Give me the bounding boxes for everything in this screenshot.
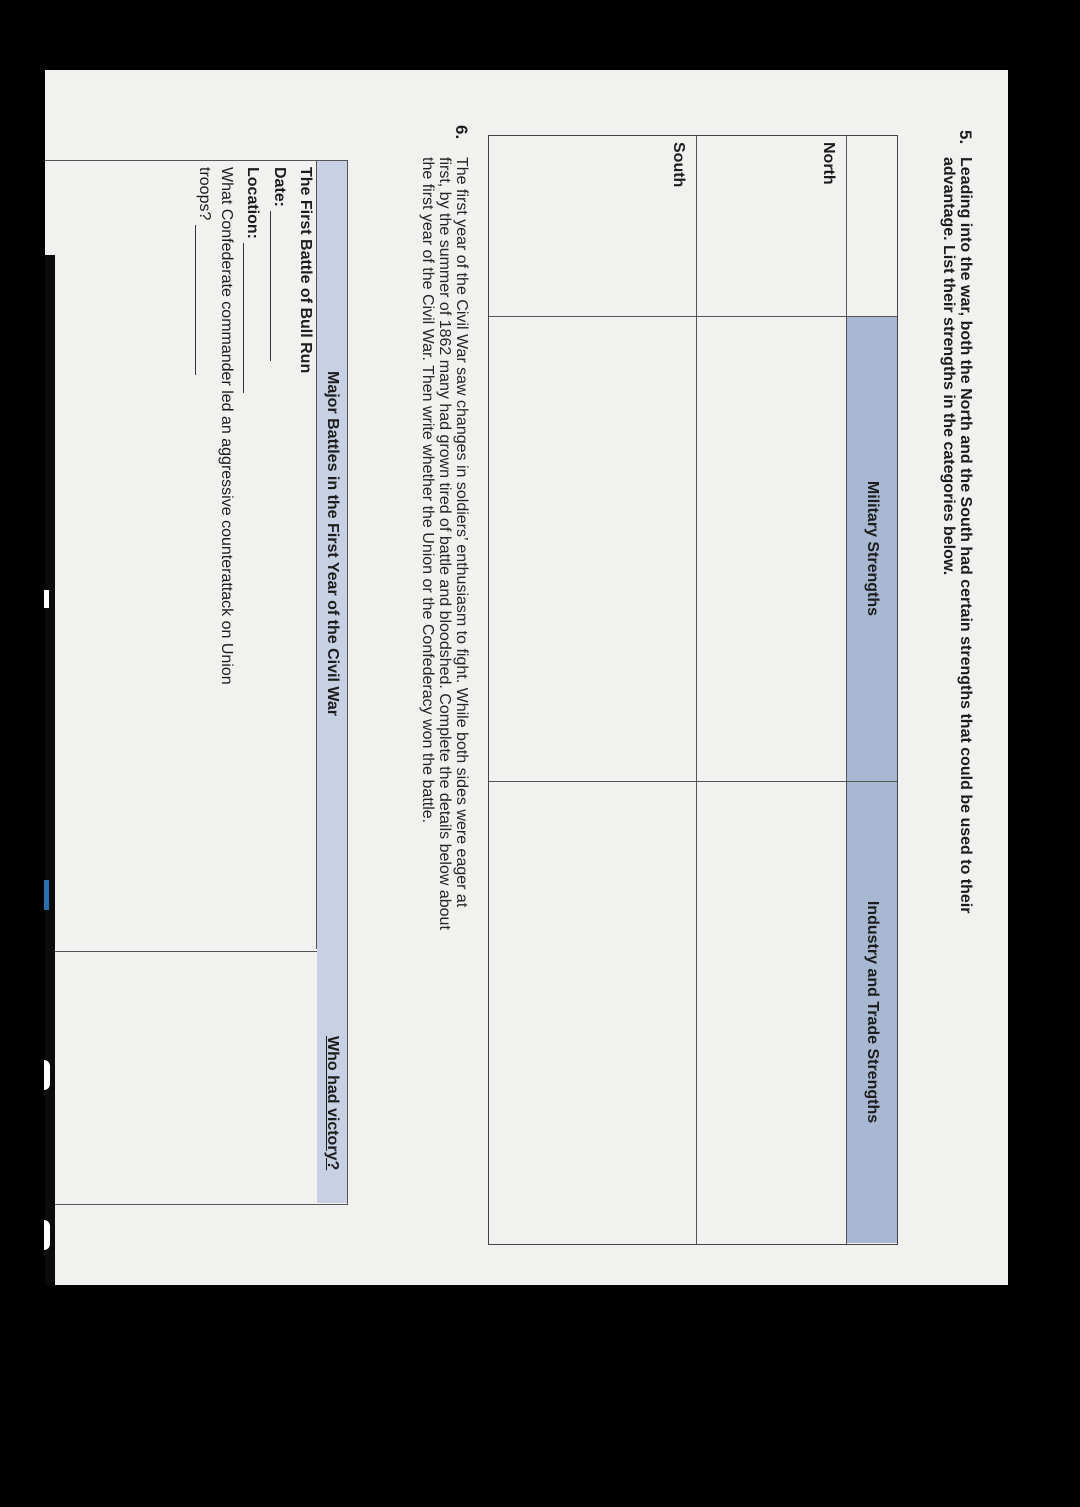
commander-question-line-2: troops? bbox=[196, 167, 213, 221]
question-6-text-line-1: The first year of the Civil War saw changes in soldiers’ enthusiasm to fight. While both sides were eager at bbox=[453, 157, 470, 908]
north-industry-answer-cell[interactable] bbox=[699, 783, 845, 1241]
south-military-answer-cell[interactable] bbox=[493, 318, 695, 779]
question-6-text-line-2: first, by the summer of 1862 many had grown tired of battle and bloodshed. Complete the details below about bbox=[436, 157, 453, 930]
commander-question bbox=[195, 167, 235, 947]
commander-blank-line[interactable] bbox=[195, 225, 210, 375]
industry-trade-header: Industry and Trade Strengths bbox=[847, 781, 897, 1243]
taskbar-mark bbox=[44, 880, 49, 910]
question-5-text-line-1: Leading into the war, both the North and the South had certain strengths that could be used to their bbox=[957, 157, 974, 914]
question-6-text-line-3: the first year of the Civil War. Then write whether the Union or the Confederacy won the battle. bbox=[419, 157, 436, 824]
question-6-text bbox=[419, 157, 470, 1257]
row-label-south: South bbox=[670, 142, 687, 188]
question-5-text-line-2: advantage. List their strengths in the categories below. bbox=[940, 157, 957, 576]
location-field[interactable] bbox=[243, 167, 261, 393]
date-label: Date: bbox=[271, 167, 288, 208]
table-divider bbox=[45, 951, 317, 952]
battles-table-header: Major Battles in the First Year of the Civil War bbox=[317, 161, 347, 951]
victory-answer-cell[interactable] bbox=[45, 953, 315, 1203]
battle-title bbox=[296, 167, 314, 373]
table-divider bbox=[316, 161, 317, 949]
taskbar-mark bbox=[44, 1060, 50, 1090]
north-military-answer-cell[interactable] bbox=[699, 318, 845, 779]
worksheet-page bbox=[45, 70, 1008, 1280]
question-5-number: 5. bbox=[956, 130, 975, 145]
victory-column-header: Who had victory? bbox=[317, 951, 347, 1203]
table-divider bbox=[489, 316, 897, 317]
question-6-number: 6. bbox=[452, 125, 471, 140]
screen-edge bbox=[45, 255, 55, 1285]
commander-question-line-1: What Confederate commander led an aggressive counterattack on Union bbox=[218, 167, 235, 685]
question-5-text bbox=[940, 157, 974, 1257]
taskbar-mark bbox=[44, 590, 49, 608]
table-divider bbox=[846, 136, 847, 1244]
south-industry-answer-cell[interactable] bbox=[493, 783, 695, 1241]
taskbar-mark bbox=[44, 1220, 50, 1250]
date-blank-line[interactable] bbox=[270, 211, 285, 361]
battle-title-text: The First Battle of Bull Run bbox=[297, 167, 314, 374]
location-label: Location: bbox=[244, 167, 261, 239]
location-blank-line[interactable] bbox=[243, 243, 258, 393]
table-divider bbox=[489, 781, 897, 782]
date-field[interactable] bbox=[270, 167, 288, 361]
military-strengths-header: Military Strengths bbox=[847, 316, 897, 781]
battles-table bbox=[45, 160, 348, 1205]
row-label-north: North bbox=[820, 142, 837, 185]
strengths-table bbox=[488, 135, 898, 1245]
worksheet-photo bbox=[45, 70, 1008, 1285]
table-divider bbox=[696, 136, 697, 1244]
